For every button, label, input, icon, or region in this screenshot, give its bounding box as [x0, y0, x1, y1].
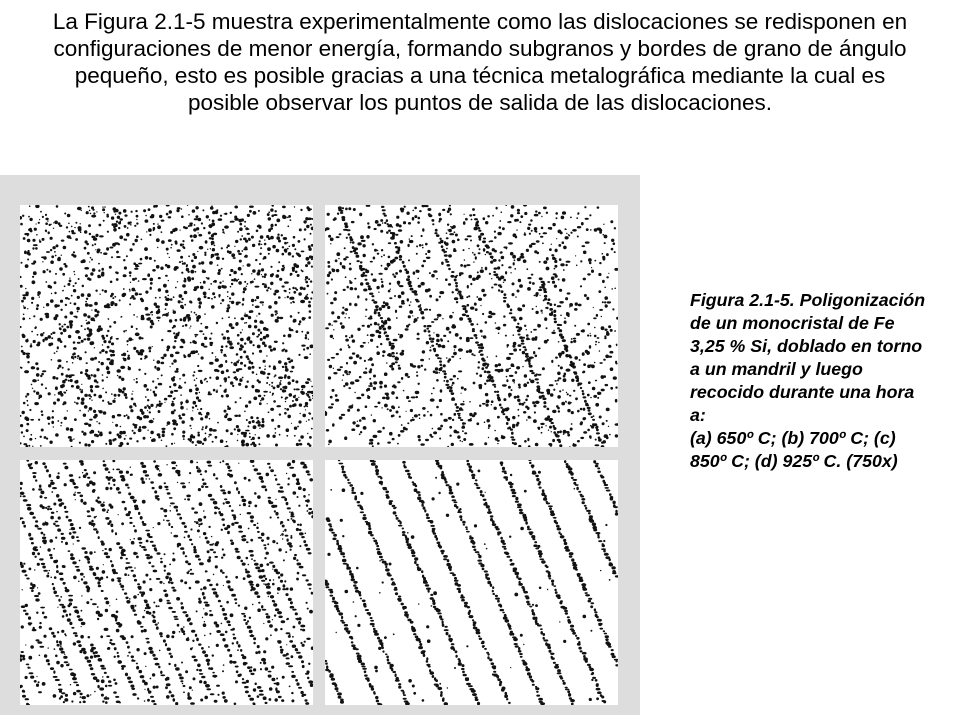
- micrograph-panel-c: [18, 459, 314, 706]
- micrograph-figure: [0, 175, 640, 715]
- figure-caption: [690, 289, 930, 473]
- caption-title: Figura 2.1-5. Poligonización de un monocristal de Fe 3,25 % Si, doblado en torno a un mandril y luego recocido durante una hora a:: [690, 290, 926, 425]
- intro-paragraph: La Figura 2.1-5 muestra experimentalmente como las dislocaciones se redisponen en configuraciones de menor energía, formando subgranos y bordes de grano de ángulo pequeño, esto es posible gracias a una técnica metalográfica mediante la cual es posible observar los puntos de salida de las dislocaciones.: [52, 9, 908, 115]
- micrograph-panel-d: [323, 459, 619, 706]
- micrograph-panel-a: [19, 204, 315, 449]
- micrograph-panel-b: [324, 204, 620, 448]
- caption-conditions: (a) 650º C; (b) 700º C; (c) 850º C; (d) 925º C. (750x): [690, 428, 898, 471]
